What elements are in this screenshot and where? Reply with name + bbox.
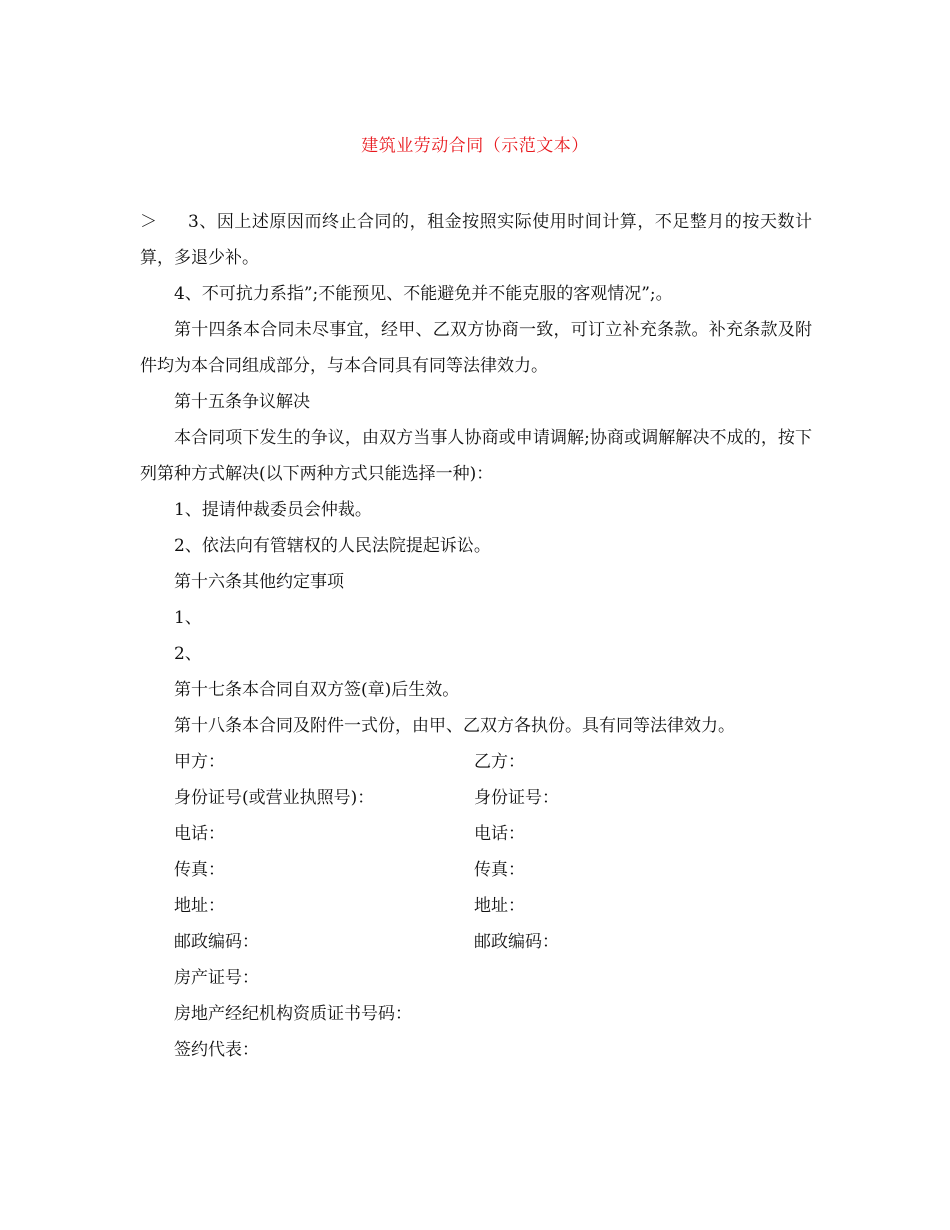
paragraph: 本合同项下发生的争议，由双方当事人协商或申请调解;协商或调解解决不成的，按下列第种方式解决(以下两种方式只能选择一种)： (140, 428, 812, 484)
list-item: 1、 (174, 608, 202, 628)
signature-row (140, 816, 812, 852)
signature-row (140, 780, 812, 816)
party-a-field: 身份证号(或营业执照号)： (174, 788, 375, 808)
signature-row (140, 924, 812, 960)
paragraph: 第十八条本合同及附件一式份，由甲、乙双方各执份。具有同等法律效力。 (174, 716, 735, 736)
property-cert-field: 房产证号： (174, 968, 259, 988)
party-b-field: 电话： (474, 824, 525, 844)
party-a-field: 电话： (174, 824, 225, 844)
signature-row (140, 996, 812, 1032)
party-b-field: 传真： (474, 860, 525, 880)
signature-row (140, 744, 812, 780)
signing-representative-field: 签约代表： (174, 1040, 259, 1060)
bullet-marker: ＞ (140, 212, 157, 232)
party-a-field: 地址： (174, 896, 225, 916)
document-body (140, 204, 812, 1068)
signature-block (140, 744, 812, 1068)
paragraph: 第十七条本合同自双方签(章)后生效。 (174, 680, 460, 700)
party-a-field: 邮政编码： (174, 932, 259, 952)
paragraph: 4、不可抗力系指”;不能预见、不能避免并不能克服的客观情况”;。 (174, 284, 673, 304)
section-heading: 第十六条其他约定事项 (174, 572, 344, 592)
paragraph: 第十四条本合同未尽事宜，经甲、乙双方协商一致，可订立补充条款。补充条款及附件均为本合同组成部分，与本合同具有同等法律效力。 (140, 320, 812, 376)
party-a-field: 传真： (174, 860, 225, 880)
paragraph: ＞ 3、因上述原因而终止合同的，租金按照实际使用时间计算，不足整月的按天数计算，多退少补。 (140, 204, 812, 276)
list-item: 2、 (174, 644, 202, 664)
section-heading: 第十五条争议解决 (174, 392, 310, 412)
signature-row (140, 852, 812, 888)
signature-row (140, 888, 812, 924)
party-b-field: 邮政编码： (474, 932, 559, 952)
party-b-field: 身份证号： (474, 788, 559, 808)
signature-row (140, 960, 812, 996)
party-b-field: 地址： (474, 896, 525, 916)
list-item: 2、依法向有管辖权的人民法院提起诉讼。 (174, 536, 491, 556)
party-a-field: 甲方： (174, 752, 225, 772)
document-title: 建筑业劳动合同（示范文本） (361, 136, 589, 156)
list-item: 1、提请仲裁委员会仲裁。 (174, 500, 372, 520)
agency-license-field: 房地产经纪机构资质证书号码： (174, 1004, 412, 1024)
party-b-field: 乙方： (474, 752, 525, 772)
signature-row (140, 1032, 812, 1068)
